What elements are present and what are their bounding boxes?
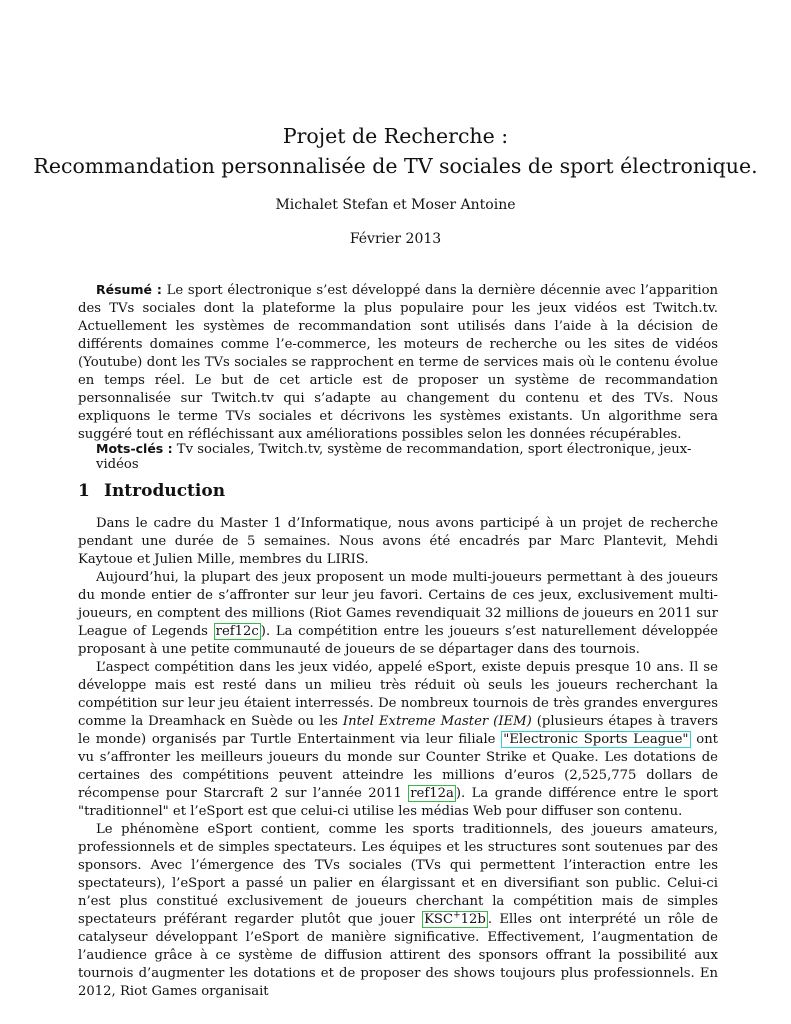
paragraph-2: Aujourd’hui, la plupart des jeux proposent un mode multi-joueurs permettant à des joueurs du monde entier de s’affronter sur leur jeu favori. Certains de ces jeux, exclusivement multi-joueurs, en comptent des millions (Riot Games revendiquait 32 millions de joueurs en 2011 sur League of Legends ref12c ). La compétition entre les joueurs s’est naturellement développée proposant à une petite communauté de joueurs de se départager dans des tournois.	[78, 570, 718, 657]
paragraph-3: L’aspect compétition dans les jeux vidéo, appelé eSport, existe depuis presque 10 ans. Il se développe mais est resté dans un milieu très réduit où seuls les joueurs recherchant la compétition sur leur jeu étaient interressés. De nombreux tournois de très grandes envergures comme la Dreamhack en Suède ou les Intel Extreme Master (IEM) (plusieurs étapes à travers le monde) organisés par Turtle Entertainment via leur filiale "Electronic Sports League" ont vu s’affronter les meilleurs joueurs du monde sur Counter Strike et Quake. Les dotations de certaines des compétitions peuvent atteindre les millions d’euros (2,525,775 dollars de récompense pour Starcraft 2 sur l’année 2011 ref12a ). La grande différence entre le sport "traditionnel" et l’eSport est que celui-ci utilise les médias Web pour diffuser son contenu.	[78, 660, 719, 819]
section-heading	[78, 481, 225, 501]
section-number: 1	[78, 481, 90, 501]
authors: Michalet Stefan et Moser Antoine	[275, 197, 516, 213]
section-body	[78, 515, 718, 1001]
keywords-label: Mots-clés :	[96, 441, 173, 456]
abstract-label: Résumé :	[96, 282, 162, 297]
paragraph-1: Dans le cadre du Master 1 d’Informatique, nous avons participé à un projet de recherche pendant une durée de 5 semaines. Nous avons été encadrés par Marc Plantevit, Mehdi Kaytoue et Julien Mille, membres du LIRIS.	[78, 516, 718, 567]
paper-title	[0, 121, 791, 181]
section-title: Introduction	[104, 481, 226, 501]
abstract	[78, 281, 718, 444]
abstract-text: Le sport électronique s’est développé dans la dernière décennie avec l’apparition des TVs sociales dont la plateforme la plus populaire pour les jeux vidéos est Twitch.tv. Actuellement les systèmes de recommandation sont utilisés dans l’aide à la décision de différents domaines comme l’e-commerce, les moteurs de recherche ou les sites de vidéos (Youtube) dont les TVs sociales se rapprochent en terme de services mais où le contenu évolue en temps réel. Le but de cet article est de proposer un système de recommandation personnalisée sur Twitch.tv qui s’adapte au changement du contenu et des TVs. Nous expliquons le terme TVs sociales et décrivons les systèmes existants. Un algorithme sera suggéré tout en réfléchissant aux améliorations possibles selon les données récupérables.	[78, 283, 719, 442]
keywords	[96, 441, 716, 472]
publication-date: Février 2013	[349, 231, 442, 247]
emphasis-text: Intel Extreme Master (IEM)	[342, 714, 532, 729]
url-link[interactable]: "Electronic Sports League"	[503, 732, 689, 747]
title-line-2: Recommandation personnalisée de TV sociales de sport électronique.	[33, 154, 758, 178]
citation-link[interactable]: KSC+12b	[424, 910, 486, 927]
keywords-text: Tv sociales, Twitch.tv, système de recommandation, sport électronique, jeux-vidéos	[96, 442, 692, 472]
title-line-1: Projet de Recherche :	[282, 124, 509, 148]
citation-link[interactable]: ref12a	[410, 786, 454, 801]
citation-link[interactable]: ref12c	[215, 624, 259, 639]
paragraph-4: Le phénomène eSport contient, comme les sports traditionnels, des joueurs amateurs, professionnels et de simples spectateurs. Les équipes et les structures sont soutenues par des sponsors. Avec l’émergence des TVs sociales (TVs qui permettent l’interaction entre les spectateurs), l’eSport a passé un palier en élargissant et en diversifiant son public. Celui-ci n’est plus constitué exclusivement de joueurs cherchant la compétition mais de simples spectateurs préférant regarder plutôt que jouer KSC+12b . Elles ont interprété un rôle de catalyseur développant l’eSport de manière significative. Effectivement, l’augmentation de l’audience grâce à ce système de diffusion attirent des sponsors offrant la possibilité aux tournois d’augmenter les dotations et de proposer des shows toujours plus professionnels. En 2012, Riot Games organisait	[78, 822, 718, 999]
